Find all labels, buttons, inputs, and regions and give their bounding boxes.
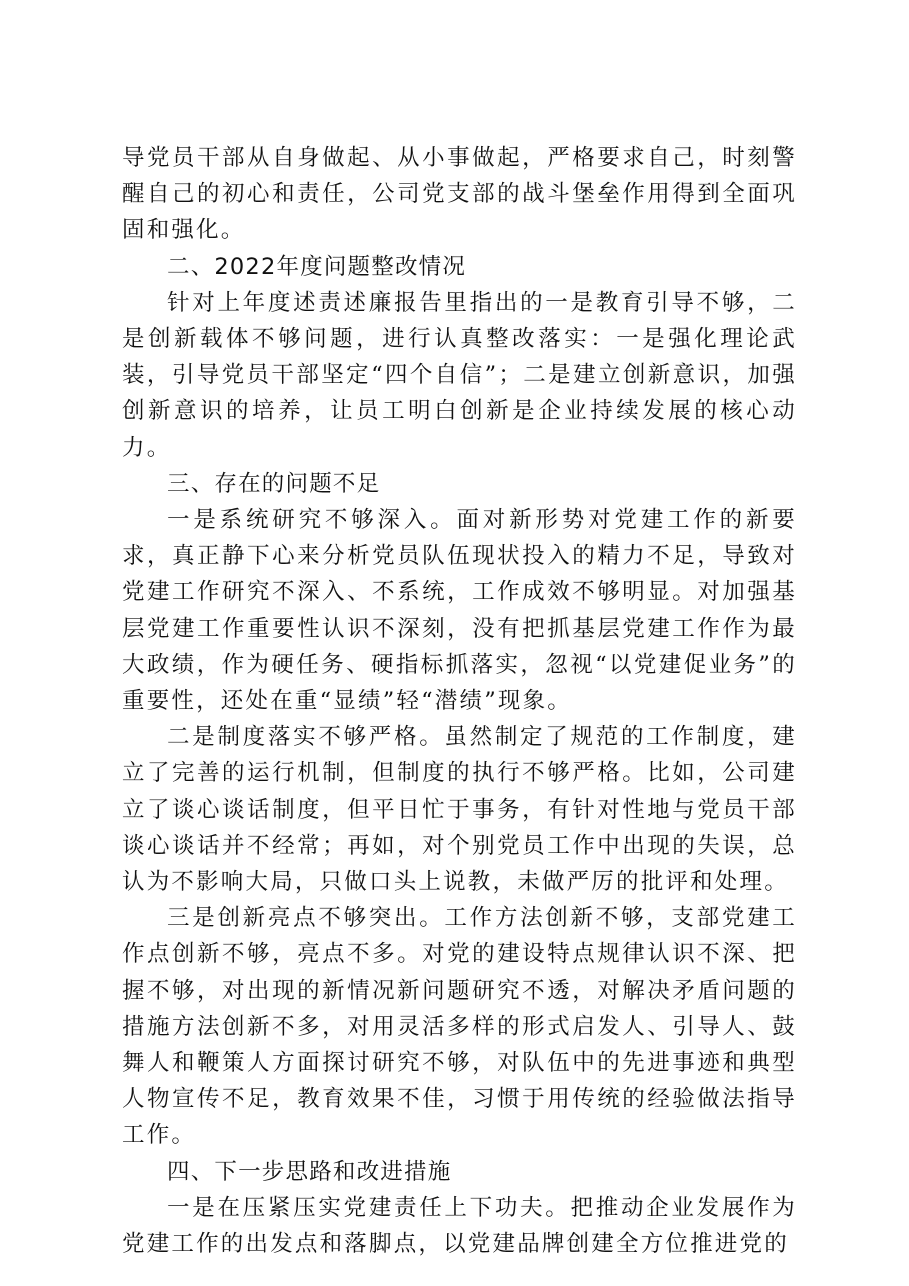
document-page bbox=[122, 140, 797, 1262]
paragraph-rectification-details: 针对上年度述责述廉报告里指出的一是教育引导不够，二是创新载体不够问题，进行认真整改落实：一是强化理论武装，引导党员干部坚定“四个自信”；二是建立创新意识，加强创新意识的培养，让员工明白创新是企业持续发展的核心动力。 bbox=[122, 289, 797, 461]
paragraph-problem-system: 二是制度落实不够严格。虽然制定了规范的工作制度，建立了完善的运行机制，但制度的执行不够严格。比如，公司建立了谈心谈话制度，但平日忙于事务，有针对性地与党员干部谈心谈话并不经常；再如，对个别党员工作中出现的失误，总认为不影响大局，只做口头上说教，未做严厉的批评和处理。 bbox=[122, 724, 797, 896]
heading-2022-rectification: 二、2022年度问题整改情况 bbox=[167, 253, 467, 280]
paragraph-party-members-continued: 导党员干部从自身做起、从小事做起，严格要求自己，时刻警醒自己的初心和责任，公司党支部的战斗堡垒作用得到全面巩固和强化。 bbox=[122, 145, 797, 244]
paragraph-problem-innovation: 三是创新亮点不够突出。工作方法创新不够，支部党建工作点创新不够，亮点不多。对党的建设特点规律认识不深、把握不够，对出现的新情况新问题研究不透，对解决矛盾问题的措施方法创新不多，对用灵活多样的形式启发人、引导人、鼓舞人和鞭策人方面探讨研究不够，对队伍中的先进事迹和典型人物宣传不足，教育效果不佳，习惯于用传统的经验做法指导工作。 bbox=[122, 905, 797, 1149]
heading-existing-problems: 三、存在的问题不足 bbox=[167, 470, 381, 497]
heading-next-steps: 四、下一步思路和改进措施 bbox=[167, 1158, 452, 1185]
paragraph-problem-research: 一是系统研究不够深入。面对新形势对党建工作的新要求，真正静下心来分析党员队伍现状投入的精力不足，导致对党建工作研究不深入、不系统，工作成效不够明显。对加强基层党建工作重要性认识不深刻，没有把抓基层党建工作作为最大政绩，作为硬任务、硬指标抓落实，忽视“以党建促业务”的重要性，还处在重“显绩”轻“潜绩”现象。 bbox=[122, 507, 797, 715]
paragraph-next-step-responsibility: 一是在压紧压实党建责任上下功夫。把推动企业发展作为党建工作的出发点和落脚点，以党建品牌创建全方位推进党的 bbox=[122, 1194, 797, 1258]
